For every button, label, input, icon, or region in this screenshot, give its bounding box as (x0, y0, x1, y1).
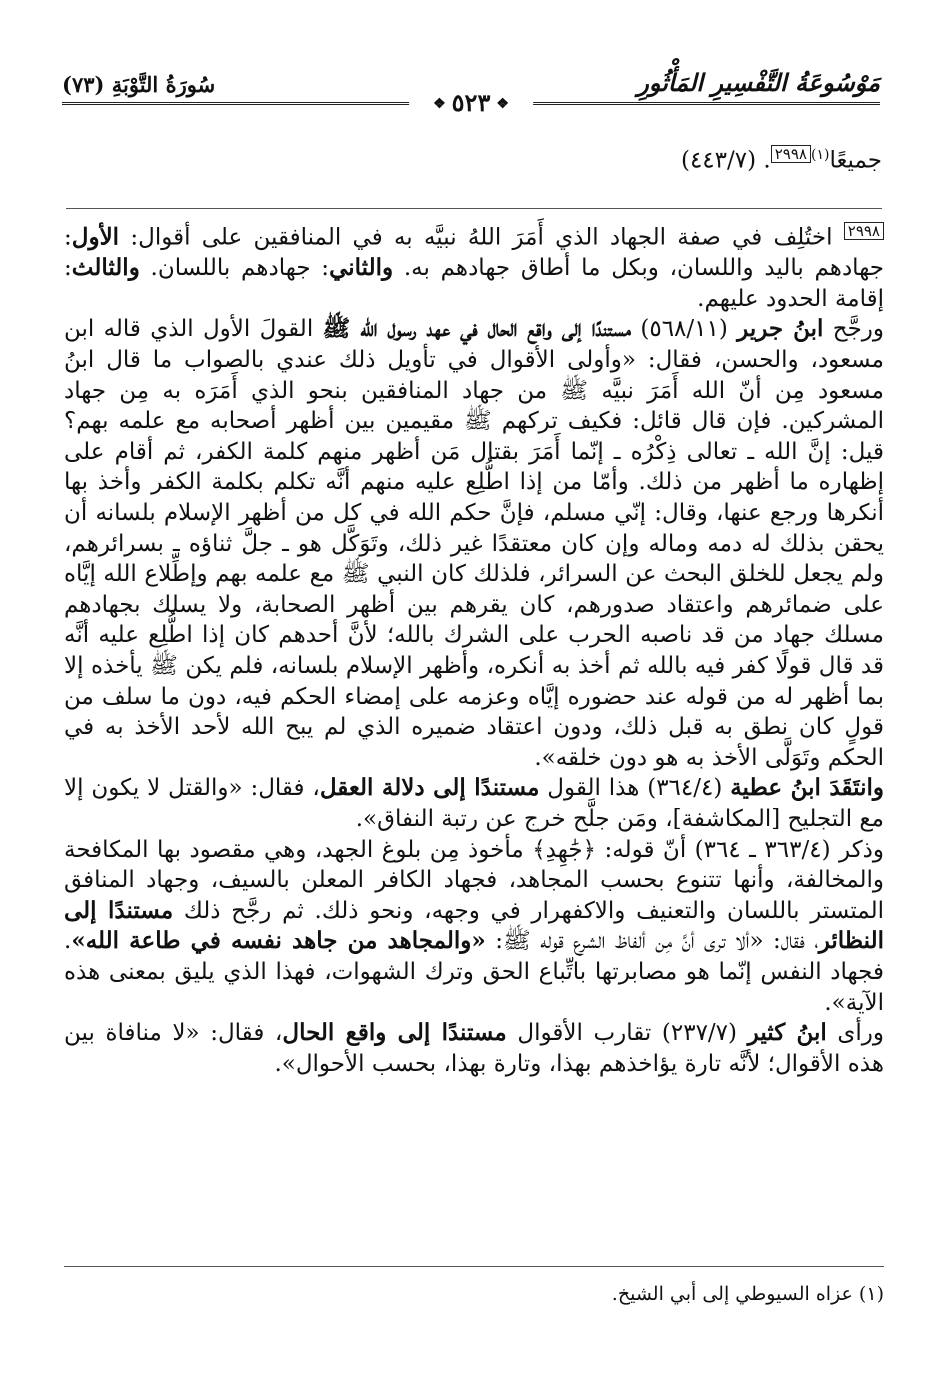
footnote: (١) عزاه السيوطي إلى أبي الشيخ. (611, 1283, 884, 1305)
text: (٢٣٧/٧) تقارب الأقوال (506, 1020, 748, 1047)
bold-hadith: «والمجاهد من جاهد نفسه في طاعة الله» (71, 927, 486, 955)
text: القولَ الأول الذي قاله ابن مسعود، والحسن، فقال: «وأولى الأقوال في تأويل ذلك عندي بالصواب ما قال ابنُ مسعود مِن أنّ الله أَمَرَ نبيَّه ﷺ من جهاد المنافقين بنحو الذي أَمَرَه به مِن جهاد المشركين. فإن قال قائل: فكيف تركهم ﷺ مقيمين بين أظهر أصحابه مع علمه بهم؟ قيل: إنَّ الله ـ تعالى ذِكْرُه ـ إنّما أَمَرَ بقتال مَن أظهر منهم كلمة الكفر، ثم أقام على إظهاره ما أظهر من ذلك. وأمّا من إذا اطُّلِع عليه منهم أنَّه تكلم بكلمة الكفر وأخذ بها أنكرها ورجع عنها، وقال: إنّي مسلم، فإنَّ حكم الله في كل من أظهر الإسلام بلسانه أن يحقن بذلك له دمه وماله وإن كان معتقدًا غير ذلك، وتَوَكَّل هو ـ جلَّ ثناؤه ـ بسرائرهم، ولم يجعل للخلق البحث عن السرائر، فلذلك كان النبي ﷺ مع علمه بهم وإطِّلاع الله إيَّاه على ضمائرهم واعتقاد صدورهم، كان يقرهم بين أظهر الصحابة، ولا يسلك بجهادهم مسلك جهاد من قد ناصبه الحرب على الشرك بالله؛ لأنَّ أحدهم كان إذا اطُّلِع عليه أنَّه قد قال قولًا كفر فيه بالله ثم أخذ به أنكره، وأظهر الإسلام بلسانه، فلم يكن ﷺ يأخذه إلا بما أظهر له من قوله عند حضوره إيَّاه وعزمه على إمضاء الحكم فيه، دون ما سلف من قولٍ كان نطق به قبل ذلك، ودون اعتقاد ضميره الذي لم يبح الله لأحد الأخذ به في الحكم وتَوَلَّى الأخذ به هو دون خلقه». (64, 316, 884, 771)
text: ، فقال: «لا منافاة بين هذه الأقوال؛ لأنَّه تارة يؤاخذهم بهذا، وتارة بهذا، بحسب الأحوال». (64, 1020, 884, 1077)
text: : جهادهم باليد واللسان، وبكل ما أطاق جهادهم به. (64, 224, 885, 282)
commentary-box-number: ٢٩٩٨ (844, 222, 884, 240)
footnote-ref[interactable]: (١) (810, 147, 830, 163)
text: ، فقال: «ألا ترى أنَّ مِن ألفاظ الشرع قوله ﷺ: (485, 928, 819, 955)
text: اختُلِف في صفة الجهاد الذي أَمَرَ اللهُ نبيَّه به في المنافقين على أقوال: (119, 224, 833, 251)
page-header (62, 68, 880, 117)
text: (٣٦٤/٤) هذا القول (539, 775, 731, 802)
book-title: مَوْسُوعَةُ التَّفْسِيرِ المَأْثُورِ (637, 68, 880, 97)
text: ورأى (826, 1020, 885, 1047)
footnote-divider (64, 1266, 884, 1267)
bold-term: والثاني (329, 254, 394, 282)
text: (٥٦٨/١١) (631, 316, 738, 343)
text: : جهادهم باللسان. (139, 255, 330, 282)
text: ، فقال: «والقتل لا يكون إلا مع التجليح [المكاشفة]، ومَن جلَّح خرج عن رتبة النفاق». (64, 775, 884, 832)
bold-phrase: مستندًا إلى دلالة العقل (319, 774, 540, 802)
paragraph-4 (64, 835, 884, 1019)
paragraph-3 (64, 773, 884, 834)
text: وذكر (٣٦٣/٤ ـ ٣٦٤) أنّ قوله: ﴿جَٰهِدِ﴾ مأخوذ مِن بلوغ الجهد، وهي مقصود بها المكافحة والمخالفة، وأنها تتنوع بحسب المجاهد، فجهاد الكافر المعلن بالسيف، وجهاد المنافق المتستر باللسان والتعنيف والاكفهرار في وجهه، ونحو ذلك. ثم رجَّح ذلك (64, 836, 884, 924)
intro-line (66, 138, 882, 178)
commentary-ref-box[interactable]: ٢٩٩٨ (771, 145, 811, 163)
scholar-name: ابنُ جرير (737, 315, 824, 343)
scholar-name: وانتَقَدَ ابنُ عطية (730, 774, 884, 802)
scholar-name: ابنُ كثير (747, 1019, 827, 1047)
section-divider (66, 208, 882, 209)
commentary-section (64, 222, 884, 1079)
paragraph-1 (64, 222, 884, 314)
text: : إقامة الحدود عليهم. (64, 255, 884, 312)
text: . فجهاد النفس إنّما هو مصابرتها باتِّباع الحق وترك الشهوات، فهذا الذي يليق بمعنى هذه الآية». (64, 928, 884, 1016)
bold-phrase: مستندًا إلى واقع الحال (282, 1019, 507, 1047)
text: ورجَّح (823, 316, 885, 343)
surah-title: سُورَةُ التَّوْبَةِ (٧٣) (62, 72, 216, 97)
page-number: ❖ ٥٢٣ ❖ (409, 88, 533, 117)
bold-phrase: مستندًا إلى النظائر (64, 896, 885, 955)
bold-term: الأول (71, 223, 120, 251)
bold-term: والثالث (71, 254, 140, 282)
bold-phrase: مستندًا إلى واقع الحال في عهد رسول الله ﷺ (322, 315, 632, 343)
intro-text: جميعًا (829, 147, 882, 174)
paragraph-2 (64, 314, 884, 773)
intro-citation: . (٤٤٣/٧) (680, 147, 771, 174)
paragraph-5 (64, 1018, 884, 1079)
